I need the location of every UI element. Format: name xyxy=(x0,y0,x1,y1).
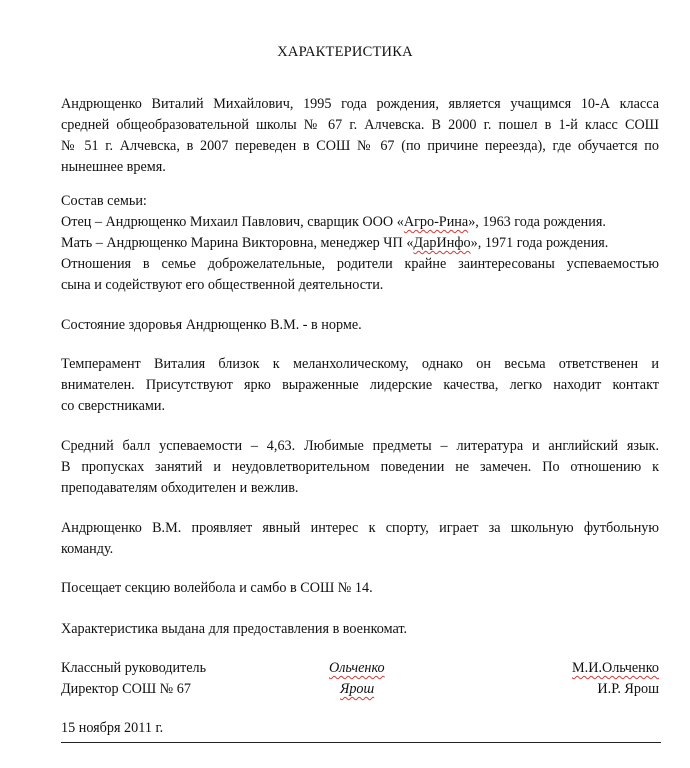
signature-name xyxy=(597,681,659,698)
signature-mark: Ярош xyxy=(340,681,375,697)
intro-line-1: Андрющенко Виталий Михайлович, 1995 года рождения, является учащимся 10-А класса xyxy=(61,96,659,112)
family-paragraph xyxy=(61,191,659,296)
family-heading: Состав семьи: xyxy=(61,193,147,209)
sport-line-2: команду. xyxy=(61,541,114,557)
sections-paragraph xyxy=(61,578,659,599)
intro-line-3: № 51 г. Алчевска, в 2007 переведен в СОШ № 67 (по причине переезда), где обучается по xyxy=(61,138,659,154)
purpose-line: Характеристика выдана для предоставления в военкомат. xyxy=(61,621,408,637)
grades-line-1: Средний балл успеваемости – 4,63. Любимые предметы – литература и английский язык. xyxy=(61,438,659,454)
sport-paragraph xyxy=(61,518,659,560)
temperament-line-1: Темперамент Виталия близок к меланхолическому, однако он весьма ответственен и xyxy=(61,356,659,372)
father-line xyxy=(61,212,659,233)
signature-role: Классный руководитель xyxy=(61,660,207,676)
intro-line-2: средней общеобразовательной школы № 67 г. Алчевска. В 2000 г. пошел в 1-й класс СОШ xyxy=(61,117,659,133)
grades-paragraph xyxy=(61,436,659,499)
temperament-paragraph xyxy=(61,354,659,417)
purpose-paragraph xyxy=(61,619,659,640)
signature-role: Директор СОШ № 67 xyxy=(61,681,191,697)
footer-divider xyxy=(61,742,661,743)
signature-name-text: И.Р. Ярош xyxy=(597,681,659,697)
signature-name: М.И.Ольченко xyxy=(572,660,659,676)
signature-mark: Ольченко xyxy=(329,660,385,676)
father-suffix: », 1963 года рождения. xyxy=(468,214,606,230)
temperament-line-2: внимателен. Присутствуют ярко выраженные лидерские качества, легко находит контакт xyxy=(61,377,659,393)
intro-paragraph xyxy=(61,94,659,178)
father-prefix: Отец – Андрющенко Михаил Павлович, сварщик ООО « xyxy=(61,214,404,230)
sections-line: Посещает секцию волейбола и самбо в СОШ № 14. xyxy=(61,580,373,596)
mother-company: ДарИнфо xyxy=(413,235,471,251)
health-line: Состояние здоровья Андрющенко В.М. - в норме. xyxy=(61,317,362,333)
relations-line-2: сына и содействуют его общественной деятельности. xyxy=(61,277,384,293)
signature-row xyxy=(61,660,659,681)
relations-line-1: Отношения в семье доброжелательные, родители крайне заинтересованы успеваемостью xyxy=(61,256,659,272)
mother-line xyxy=(61,233,659,254)
grades-line-2: В пропусках занятий и неудовлетворительном поведении не замечен. По отношению к xyxy=(61,459,659,475)
signature-row xyxy=(61,681,659,702)
temperament-line-3: со сверстниками. xyxy=(61,398,166,414)
document-date: 15 ноября 2011 г. xyxy=(61,720,164,736)
intro-line-4: нынешнее время. xyxy=(61,159,166,175)
document-title: ХАРАКТЕРИСТИКА xyxy=(277,44,413,60)
sport-line-1: Андрющенко В.М. проявляет явный интерес к спорту, играет за школьную футбольную xyxy=(61,520,659,536)
grades-line-3: преподавателям обходителен и вежлив. xyxy=(61,480,299,496)
mother-prefix: Мать – Андрющенко Марина Викторовна, менеджер ЧП « xyxy=(61,235,414,251)
father-company: Агро-Рина xyxy=(403,214,469,230)
mother-suffix: », 1971 года рождения. xyxy=(470,235,609,251)
health-paragraph xyxy=(61,315,659,336)
